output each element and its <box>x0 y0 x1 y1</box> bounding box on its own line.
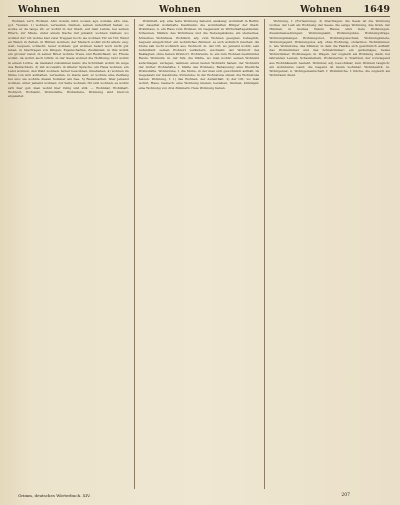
running-head-left: Wohnen <box>18 5 60 15</box>
text-columns <box>8 19 390 489</box>
column-middle <box>134 19 260 489</box>
column-text: Wohnhaft, adj. eine feste Wohnung habend, ansässig: wohnhaft in Berlin; der daselbst wohnhafte Kaufmann; die wohnhaften Bürger der Stadt. Wohnhaus, n. ein Haus zum Wohnen, im Gegensatz zu Wirtschaftsgebäuden, Scheunen, Ställen: das Wohnhaus und die Nebengebäude; ein steinernes, hölzernes Wohnhaus. Wohnlich, adj. zum Wohnen geeignet, behaglich, bequem eingerichtet: ein wohnliches Zimmer; es sich wohnlich machen; die Stube sah recht wohnlich aus. Wohnort, m. der Ort, wo jemand wohnt, sein Aufenthalt: seinen Wohnort verändern, wechseln; der Wohnort des Beklagten; ohne festen Wohnort. Wohnraum, m. ein zum Wohnen bestimmter Raum. Wohnsitz, m. der Sitz, die Stätte, wo man wohnt: seinen Wohnsitz aufschlagen, verlegen, nehmen; einen festen Wohnsitz haben; der Wohnsitz der Götter. Wohnstätte, f. Stätte des Wohnens, Behausung: eine friedliche Wohnstätte. Wohnstube, f. die Stube, in der man sich gewöhnlich aufhält, im Gegensatz zur Gaststube, Putzstube: in der Wohnstube sitzen; die Wohnstube heizen. Wohnung, f. 1) das Wohnen, der Aufenthalt. 2) der Ort, wo man wohnt, Haus, Gemach: eine Wohnung mieten, beziehen, räumen, kündigen; eine Wohnung von drei Zimmern; freie Wohnung haben. <box>138 19 260 90</box>
page-number: 1649 <box>363 4 390 15</box>
page-header <box>8 4 390 17</box>
page-footer <box>8 491 390 500</box>
sheet-number: 207 <box>341 493 350 498</box>
column-right <box>264 19 390 489</box>
running-head-right: Wohnen <box>300 5 342 15</box>
column-text: Wohnen, verb. Wohnen. Ahd. wonên, mhd. wonen, ags. wunian, altn. una, got. *wunan. 1) wohnen, verweilen, bleiben, seinen Aufenthalt haben: so wonte er da lange zît; er wohnt in der Stadt, auf dem Lande, bei seinen Eltern, zur Miete, unter einem Dache mit jemand; wohnen bleiben; wo wohnst du? ich wohne hier zwei Treppen hoch; sie wohnen Tür an Tür, Wand an Wand; in Zelten, in Hütten wohnen; der Mensch wohnt nicht allein; eng, weit, bequem, schlecht, teuer wohnen; gut wohnen heiszt noch nicht gut leben. 2) übertragen von Dingen, Eigenschaften, Zuständen: in ihm wohnt ein groszer Geist; in seiner Brust wohnte Treue und Redlichkeit; wo Friede wohnt, da wohnt auch Glück; in der Seele wohnet die Hoffnung; Gott wohnt in einem Lichte, da niemand zukommen kann; die Schönheit wohnt im Auge des Betrachters. 3) mit Accusativ, in älterer Sprache: ein Haus wohnen, ein Land wohnen, den Wald wohnen; ferner bewohnen, innehaben. 4) wohnen im Sinne von sich aufhalten, verweilen, zu Gaste sein: er wohnte eine Zeitlang bei uns; sie wohnte diesen Sommer am See. 5) Redensarten: über jemand wohnen, unter jemand wohnen; zur Seite wohnen; für sich wohnen; es wohnt sich hier gut; man wohnt hier ruhig und still. — Wohnbar, Wohnhaft, Wohnort, Wohnsitz, Wohnstätte, Wohnstube, Wohnung sind hiervon abgeleitet. <box>8 19 129 98</box>
column-text: Wohnung, f. (Fortsetzung). 3) übertragen: die Seele ist die Wohnung Gottes; der Leib als Wohnung der Seele; die ewige Wohnung, das Grab, der Himmel; in meines Vaters Hause sind viele Wohnungen. Zusammensetzungen: Wohnungsamt, Wohnungsbau, Wohnungsfrage, Wohnungsmangel, Wohnungsnot, Wohnungswechsel, Wohnungsmiete, Wohnungsgeld. Wohnungslos, adj. ohne Wohnung, obdachlos. Wohnzimmer, n. wie Wohnstube, das Zimmer, in dem die Familie sich gewöhnlich aufhält: das Wohnzimmer und das Schlafzimmer; ein geräumiges, helles Wohnzimmer. Wohnwagen, m. Wagen, der zugleich als Wohnung dient, bei fahrenden Leuten, Schaustellern. Wohnviertel, n. Stadtteil, der vorwiegend aus Wohnhäusern besteht. Wohnbar, adj. bewohnbar, zum Wohnen tauglich: ein wohnbares Land; die Gegend ist kaum wohnbar. Wohnbezirk, m. Wohngebiet, n. Wohngemeinschaft, f. Wohnküche, f. Küche, die zugleich als Wohnraum dient. <box>269 19 391 78</box>
signature-line: Grimm, deutsches Wörterbuch. XIV. <box>18 493 91 498</box>
running-head-center: Wohnen <box>159 5 201 15</box>
column-left <box>8 19 129 489</box>
